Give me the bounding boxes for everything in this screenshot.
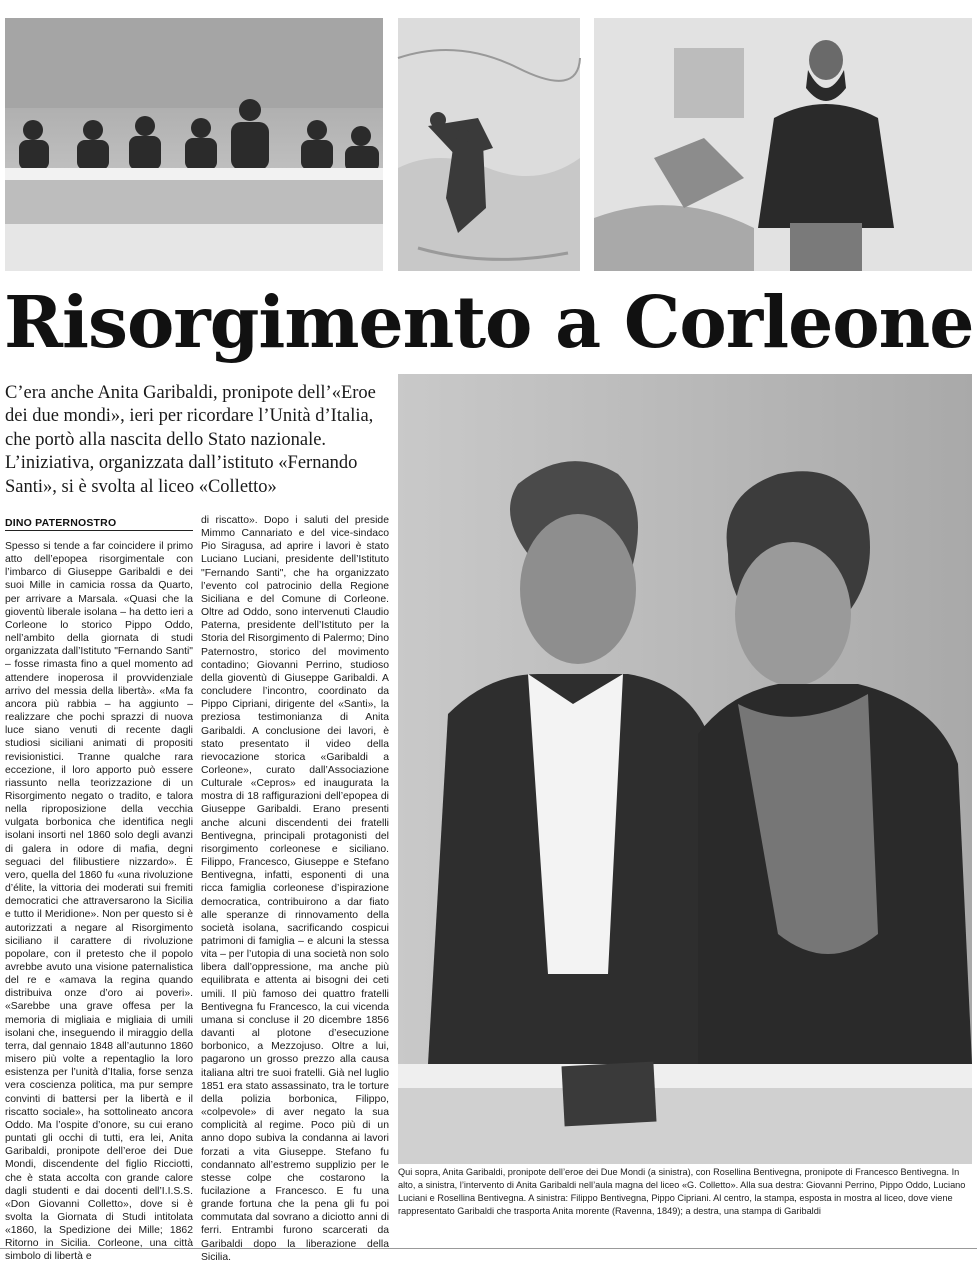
engraving-garibaldi-carrying-anita	[398, 18, 580, 271]
byline: DINO PATERNOSTRO	[5, 517, 117, 529]
engraving-portrait-garibaldi	[594, 18, 972, 271]
photo-caption: Qui sopra, Anita Garibaldi, pronipote dell’eroe dei Due Mondi (a sinistra), con Rosellina Bentivegna, pronipote di Francesco Bentivegna. In alto, a sinistra, l’intervento di Anita Garibaldi nell’aula magna del liceo «G. Colletto». Alla sua destra: Giovanni Perrino, Pippo Oddo, Luciano Luciani e Rosellina Bentivegna. A sinistra: Filippo Bentivegna, Pippo Cipriani. Al centro, la stampa, esposta in mostra al liceo, dove viene rappresentato Garibaldi che trasporta Anita morente (Ravenna, 1849); a destra, una stampa di Garibaldi	[398, 1167, 966, 1216]
photo-anita-and-rosellina	[398, 374, 972, 1164]
headline: Risorgimento a Corleone	[4, 280, 974, 364]
conference-photo	[5, 18, 383, 271]
bottom-rule	[0, 1248, 977, 1249]
article-column-2: di riscatto». Dopo i saluti del preside Mimmo Cannariato e del vice-sindaco Pio Siragusa, ad aprire i lavori è stato Luciano Luciani, presidente dell’Istituto "Fernando Santi", che ha organizzato l’evento col patrocinio della Regione Siciliana e del Comune di Corleone. Oltre ad Oddo, sono intervenuti Claudio Paterna, presidente dell’Istituto per la Storia del Risorgimento di Palermo; Dino Paternostro, storico del movimento contadino; Giovanni Perrino, studioso della gioventù di Giuseppe Garibaldi. A concludere l’incontro, coordinato da Pippo Cipriani, dirigente del «Santi», la preziosa testimonianza di Anita Garibaldi. A conclusione dei lavori, è stato presentato il video della rievocazione storica «Garibaldi a Corleone», curato dall’Associazione Culturale «Cepros» ed inaugurata la mostra di 18 raffigurazioni dell’epopea di Giuseppe Garibaldi. Erano presenti anche alcuni discendenti dei fratelli Bentivegna, principali protagonisti del risorgimento corleonese e siciliano. Filippo, Francesco, Giuseppe e Stefano Bentivegna, infatti, esponenti di una ricca famiglia corleonese d’ispirazione democratica, contribuirono a dar fiato alle speranze di rinnovamento della società isolana, sacrificando cospicui patrimoni di famiglia – e alcuni la stessa vita – per l’utopia di una società non solo libera dall’oppressione, ma anche più equilibrata e attenta ai bisogni dei ceti umili. Il più famoso dei quattro fratelli Bentivegna fu Francesco, la cui vicenda umana si concluse il 20 dicembre 1856 davanti al plotone d’esecuzione borbonico, a Mezzojuso. Oltre a lui, pagarono un grosso prezzo alla causa italiana altri tre suoi fratelli. Già nel luglio 1851 era stato assassinato, tra le torture della polizia borbonica, Filippo, «colpevole» di aver negato la sua complicità al regime. Poco più di un anno dopo subiva la condanna ai lavori forzati a vita Giuseppe. Stefano fu condannato all’estremo supplizio per le stesse colpe che costarono la fucilazione a Francesco. E fu una grande fortuna che la pena gli fu poi commutata dal sovrano a diciotto anni di ferri. Entrambi furono scarcerati da Garibaldi dopo la liberazione della Sicilia.	[201, 515, 389, 1263]
article-column-1: Spesso si tende a far coincidere il primo atto dell’epopea risorgimentale con l’imbarco di Giuseppe Garibaldi e dei suoi Mille in camicia rossa da Quarto, per arrivare a Marsala. «Quasi che la gioventù liberale isolana – ha detto ieri a Corleone lo storico Pippo Oddo, nell’ambito della giornata di studi organizzata dall’Istituto "Fernando Santi" – fosse rimasta fino a quel momento ad attendere inoperosa il provvidenziale arrivo del messia della libertà». «Ma fa ancora più rabbia – ha aggiunto – realizzare che pochi sprazzi di nuova luce siano venuti di recente dagli studiosi siciliani animati di propositi revisionistici. Tranne qualche rara eccezione, il loro apporto può essere riassunto nella teorizzazione di un Risorgimento negato o tradito, e talora nella riproposizione della vecchia vulgata borbonica che identifica negli isolani insorti nel 1860 solo degli avanzi di galera in odore di mafia, degni seguaci del filibustiere nizzardo». È vero, quella del 1860 fu «una rivoluzione d’élite, la vittoria dei moderati sui fremiti democratici che attraversarono la Sicilia e tutto il Meridione». Non per questo si è autorizzati a negare al Risorgimento siciliano il carattere di rivoluzione popolare, con il pretesto che il popolo avrebbe avuto una visione paternalistica del re e «amava la regina quando distribuiva onze d’oro ai poveri». «Sarebbe una grave offesa per la memoria di migliaia e migliaia di umili isolani che, inseguendo il miraggio della terra, dal gennaio 1848 all’autunno 1860 misero più volte a repentaglio la loro esistenza per l’unità d’Italia, forse senza vera coscienza politica, ma pur sempre convinti di battersi per la libertà e il riscatto sociale», ha sottolineato ancora Oddo. Ma l’ospite d’onore, su cui erano puntati gli occhi di tutti, era lei, Anita Garibaldi, pronipote dell’eroe dei Due Mondi, discendente del figlio Ricciotti, che è stata accolta con grande calore dagli studenti e dai docenti dell’I.I.S.S. «Don Giovanni Colletto», dove si è svolta la Giornata di Studi intitolata «1860, la Spedizione dei Mille; 1862 Ritorno in Sicilia. Corleone, una città simbolo di libertà e	[5, 541, 193, 1263]
byline-rule	[5, 530, 193, 531]
lead-paragraph: C’era anche Anita Garibaldi, pronipote dell’«Eroe dei due mondi», ieri per ricordare l’Unità d’Italia, che portò alla nascita dello Stato nazionale. L’iniziativa, organizzata dall’istituto «Fernando Santi», si è svolta al liceo «Colletto»	[5, 383, 376, 497]
